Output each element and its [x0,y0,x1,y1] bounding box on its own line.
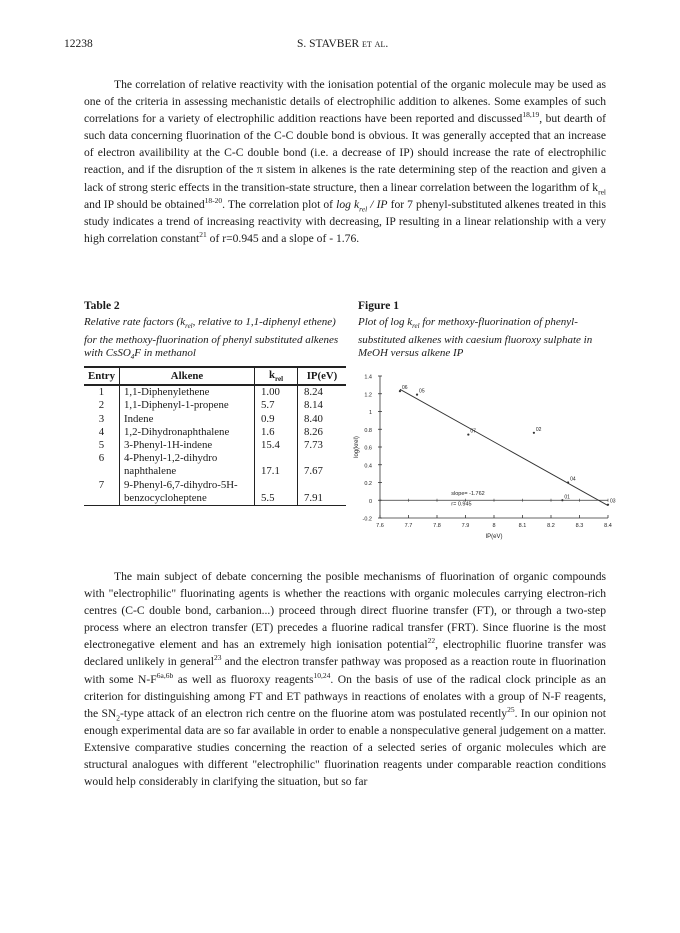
alkene-cell [120,385,255,399]
data-point [467,433,469,435]
ip-cell: 7.91 [298,479,347,506]
alkene-name-line: 9-Phenyl-6,7-dihydro-5H- [124,478,238,491]
ip-cell: 8.14 [298,399,347,412]
ip-cell: 7.73 [298,439,347,452]
table-row [84,399,346,412]
data-point-label: 03 [610,498,616,505]
slope-annotation: slope= -1.762 [451,490,485,497]
y-tick-label: 1 [368,410,372,416]
krel-cell: 1.6 [255,426,298,439]
r-annotation: r= 0.945 [451,501,472,508]
data-point-label: 02 [535,426,542,433]
data-point-label: 04 [570,476,576,483]
x-tick-label: 8.4 [604,523,612,529]
alkene-cell [120,413,255,426]
ip-cell: 7.67 [298,452,347,478]
data-point-label: 05 [419,388,425,395]
alkene-cell [120,399,255,412]
table2 [84,366,346,506]
data-point [607,504,609,506]
col-krel-header: $k_{rel}$ [255,367,298,385]
krel-cell: 17.1 [255,452,298,478]
krel-cell: 5.7 [255,399,298,412]
alkene-cell [120,439,255,452]
x-tick-label: 7.6 [376,523,384,529]
alkene-name-line: naphthalene [124,465,177,478]
alkene-name-line: benzocycloheptene [124,491,207,504]
entry-cell: 5 [98,438,105,451]
x-tick-label: 8.2 [547,523,555,529]
data-point [399,390,401,392]
data-point-label: 06 [401,385,408,392]
y-tick-label: 0.6 [364,445,372,452]
alkene-name-line: Indene [124,412,154,425]
table2-caption: Relative rate factors ($k_{rel}$, relative to 1,1-diphenyl ethene) for the methoxy-fluorination of phenyl substituted alkenes with CsSO$_4$F in methanol [84,316,339,362]
table-row [84,452,346,478]
alkene-name-line: 1,2-Dihydronaphthalene [124,425,230,438]
entry-cell: 6 [98,452,105,465]
alkene-name-line: 3-Phenyl-1H-indene [124,438,213,451]
y-tick-label: -0.2 [362,516,372,523]
fit-line [400,389,608,505]
page-number: 12238 [64,38,93,50]
x-tick-label: 8 [492,523,496,529]
x-tick-label: 8.3 [575,523,584,529]
intro-paragraph: The correlation of relative reactivity with the ionisation potential of the organic molecule may be used as one of the criteria in assessing mechanistic details of electrophilic addition to alkenes. Some examples of such correlations for a variety of electrophilic addition reactions have been reported and discussed$^{18,19}$, but dearth of such data concerning fluorination of the C-C double bond is obvious. It was generally accepted that an increase of electron availibility at the C-C double bond (i.e. a decrease of IP) should increase the rate of electrophilic reaction, and if the disruption of the π sistem in alkenes is the rate determining step of the reaction and given a lack of strong steric effects in the transition-state structure, then a linear correlation between the logarithm of $k_{rel}$ and IP should be obtained$^{18-20}$. The correlation plot of $\log k_{rel}$ / IP for 7 phenyl-substituted alkenes treated in this study indicates a trend of increasing reactivity with decreasing, IP resulting in a linear relationship with a very high correlation constant$^{21}$ of r=0.945 and a slope of - 1.76. [84,78,607,245]
figure1-chart [350,366,620,542]
entry-cell: 4 [98,425,105,438]
alkene-name-line: 4-Phenyl-1,2-dihydro [124,452,218,465]
alkene-cell [120,479,255,506]
data-point [561,499,563,501]
col-ip-header: IP(eV) [298,367,347,385]
ip-cell: 8.24 [298,385,347,399]
alkene-name-line: 1,1-Diphenylethene [124,386,210,399]
y-tick-label: 1.4 [364,374,372,381]
krel-cell: 5.5 [255,479,298,506]
data-point-label: 07 [470,428,476,435]
y-tick-label: 0.2 [364,481,372,487]
table2-title: Table 2 [84,300,120,312]
entry-cell: 2 [98,399,105,412]
table2-header-row [84,367,346,385]
y-tick-label: 1.2 [364,392,372,399]
y-tick-label: 0.4 [364,463,372,470]
x-tick-label: 7.7 [404,523,413,529]
ip-cell: 8.40 [298,413,347,426]
ip-cell: 8.26 [298,426,347,439]
y-tick-label: 0 [368,498,372,505]
body-paragraph: The main subject of debate concerning the posible mechanisms of fluorination of organic compounds with "electrophilic" fluorinating agents is whether the reactions with organic molecules carrying electron-rich centres (C-C double bond, carbanion...) proceed through direct fluorine transfer (FT), or through a two-step process where an electron transfer (ET) precedes a fluorine radical transfer (FRT). Since fluorine is the most electronegative element and has an extremely high ionisation potential$^{22}$, electrophilic fluorine transfer was declared unlikely in general$^{23}$ and the electron transfer pathway was proposed as a reaction route in fluorination with some $N-F^{6a,6b}$ as well as fluoroxy reagents$^{10,24}$. On the basis of use of the radical clock principle as an criterion for distinguishing among FT and ET pathways in reactions of enolates with a group of N-F reagents, the $SN_2$-type attack of an electron rich centre on the fluorine atom was postulated recently$^{25}$. In our opinion not enough experimental data are so far available in order to enable a nonspeculative general judgement on a matter. Extensive comparative studies concerning the reaction of a selected series of organic molecules which are structural analogues with different "electrophilic" fluorination reagents under comparable reaction conditions would help considerably in clarifying the situation, but so far [84,570,607,789]
data-point [533,432,535,434]
krel-cell: 0.9 [255,413,298,426]
krel-cell: 1.00 [255,385,298,399]
table-row [84,439,346,452]
y-tick-label: 0.8 [364,427,372,434]
table-row [84,426,346,439]
data-point-label: 01 [564,494,570,501]
entry-cell: 1 [98,386,105,399]
x-tick-label: 7.8 [433,523,441,529]
table-row [84,479,346,506]
krel-cell: 15.4 [255,439,298,452]
data-point [416,394,418,396]
alkene-name-line: 1,1-Diphenyl-1-propene [124,399,229,412]
alkene-cell [120,452,255,478]
running-title: S. STAVBER et al. [297,38,389,50]
figure1-caption: Plot of $\log k_{rel}$ for methoxy-fluorination of phenyl-substituted alkenes with caesium fluoroxy sulphate in MeOH versus alkene IP [358,316,593,360]
y-axis-label: log(krel) [354,436,360,458]
table-row [84,385,346,399]
col-alkene-header: Alkene [120,367,255,385]
figure1-title: Figure 1 [358,300,399,312]
x-tick-label: 8.1 [518,523,527,529]
entry-cell: 7 [84,479,120,506]
alkene-cell [120,426,255,439]
x-axis-label: IP(eV) [485,534,503,540]
data-point [567,481,569,483]
entry-cell: 3 [98,412,105,425]
x-tick-label: 7.9 [461,523,470,529]
table-row [84,413,346,426]
col-entry-header: Entry [84,367,120,385]
